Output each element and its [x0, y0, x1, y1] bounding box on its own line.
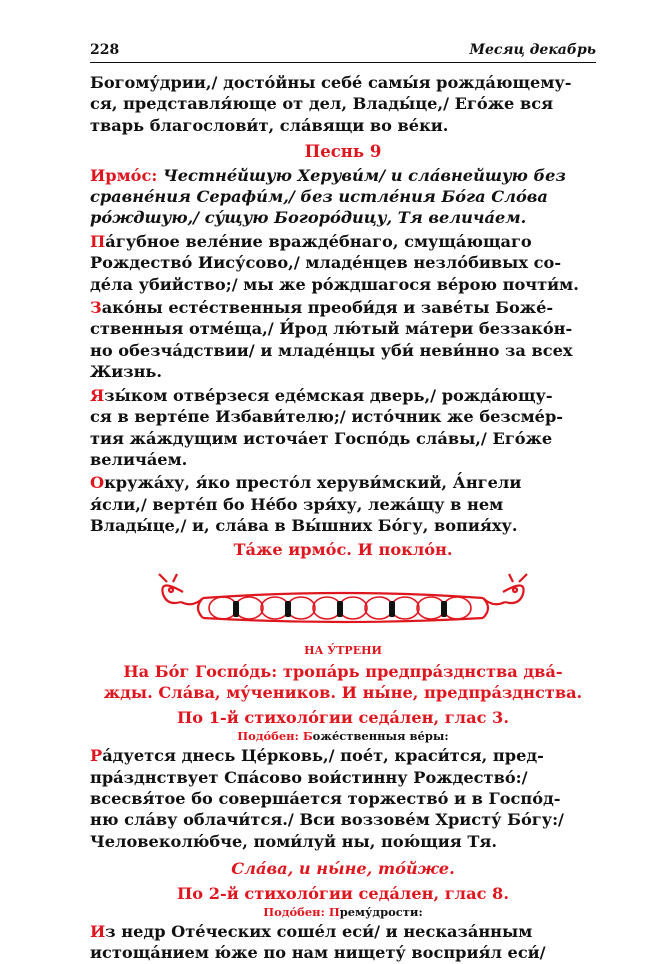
text-line: Из недр Оте́ческих соше́л еси́/ и несказа́нным	[90, 922, 533, 941]
drop-initial: З	[90, 298, 102, 318]
text-line: Богому́дрии,/ досто́йны себе́ самы́я рожда́ющему-	[90, 73, 572, 92]
running-title: Месяц декабрь	[469, 42, 596, 58]
page-body	[90, 72, 596, 964]
text-line: ню сла́ву облачи́тся./ Вси воззове́м Христу́ Бо́гу:/	[90, 810, 564, 830]
text-line: Па́губное веле́ние вражде́бнаго, смуща́ющаго	[90, 231, 532, 251]
drop-initial: П	[90, 231, 106, 251]
drop-initial: Р	[90, 746, 103, 766]
dragon-band-ornament-icon	[153, 568, 533, 634]
na-bog-gospod-rubric	[90, 661, 596, 704]
troparion	[90, 231, 596, 295]
drop-initial: И	[90, 922, 106, 941]
section-heading-matins: НА У́ТРЕНИ	[304, 643, 382, 657]
continuation-paragraph	[90, 72, 596, 136]
text-line: я́сли,/ верте́п бо Не́бо зря́ху, лежа́щу в нем	[90, 494, 504, 514]
text-line: Окружа́ху, я́ко престо́л херуви́мский, А́нгели	[90, 473, 522, 493]
text-line: Жизнь.	[90, 362, 163, 382]
text-line: На Бо́г Госпо́дь: тропа́рь предпра́зднства два́-	[123, 661, 563, 681]
text-line: всесвя́тое бо соверша́ется торжество́ и в Госпо́д-	[90, 788, 561, 808]
sedalen-title: По 2-й стихоло́гии седа́лен, глас 8.	[177, 883, 509, 903]
sedalen-text	[90, 745, 596, 852]
ode-heading: Песнь 9	[304, 142, 382, 162]
sedalen-text	[90, 921, 596, 964]
irmos-label: Ирмо́с:	[90, 165, 158, 185]
rubric-taje: Та́же ирмо́с. И покло́н.	[233, 539, 453, 559]
sedalen-title: По 1-й стихоло́гии седа́лен, глас 3.	[177, 707, 509, 727]
text-line: Рождество́ Иису́сово,/ младе́нцев незло́бивых со-	[90, 253, 562, 273]
text-line: Ра́дуется днесь Це́рковь,/ пое́т, краси́тся, пред-	[90, 746, 544, 766]
drop-initial: Я	[90, 385, 105, 405]
text-line: пра́зднствует Спа́сово вои́стинну Рождество́:/	[90, 767, 528, 787]
drop-initial: О	[90, 473, 105, 493]
text-line: Ирмо́с: Честне́йшую Херуви́м/ и сла́внейшую без	[90, 165, 566, 185]
text-line: де́ла убийство;/ мы же ро́ждшагося ве́рою почти́м.	[90, 274, 579, 294]
troparion	[90, 297, 596, 383]
text-line: истоща́нием ю́же по нам нищету́ восприя́л еси́/	[90, 943, 546, 963]
text-line: ственныя отме́ща,/ И́род лю́тый ма́тери беззако́н-	[90, 319, 573, 339]
text-line: Человеколю́бче, поми́луй ны, пою́щия Тя.	[90, 831, 498, 851]
text-line: тварь благослови́т, сла́вящи во ве́ки.	[90, 115, 449, 135]
irmos-paragraph	[90, 165, 596, 229]
podoben-line: Подо́бен: Боже́ственныя ве́ры:	[237, 729, 449, 744]
text-line: но обезча́дствии/ и младе́нцы уби́ неви́нно за всех	[90, 340, 573, 360]
podoben-line: Подо́бен: Прему́дрости:	[263, 905, 423, 919]
troparion	[90, 472, 596, 536]
text-line: сравне́ния Серафи́м,/ без истле́ния Бо́га Сло́ва	[90, 187, 548, 207]
text-line: велича́ем.	[90, 449, 188, 469]
text-line: ся, представля́юще от дел, Влады́це,/ Его́же вся	[90, 94, 554, 114]
text-line: жды. Сла́ва, му́чеников. И ны́не, предпра́зднства.	[103, 683, 583, 703]
text-line: ро́ждшую,/ су́щую Богоро́дицу, Тя велича́ем.	[90, 208, 527, 228]
text-line: Зако́ны есте́ственныя преоби́дя и заве́ты Боже́-	[90, 298, 554, 318]
text-line: тия жа́ждущим источа́ет Госпо́дь сла́вы,/ Его́же	[90, 428, 553, 448]
page-header	[90, 38, 596, 63]
page-number: 228	[90, 42, 120, 58]
text-line: Влады́це,/ и, сла́ва в Вы́шних Бо́гу, вопия́ху.	[90, 516, 518, 536]
text-line: Язы́ком отве́рзеся еде́мская дверь,/ рожда́ющу-	[90, 385, 553, 405]
slava-rubric: Сла́ва, и ны́не, то́йже.	[231, 859, 455, 879]
troparion	[90, 385, 596, 471]
text-line: ся в верте́пе Избави́телю;/ исто́чник же безсме́р-	[90, 407, 564, 427]
